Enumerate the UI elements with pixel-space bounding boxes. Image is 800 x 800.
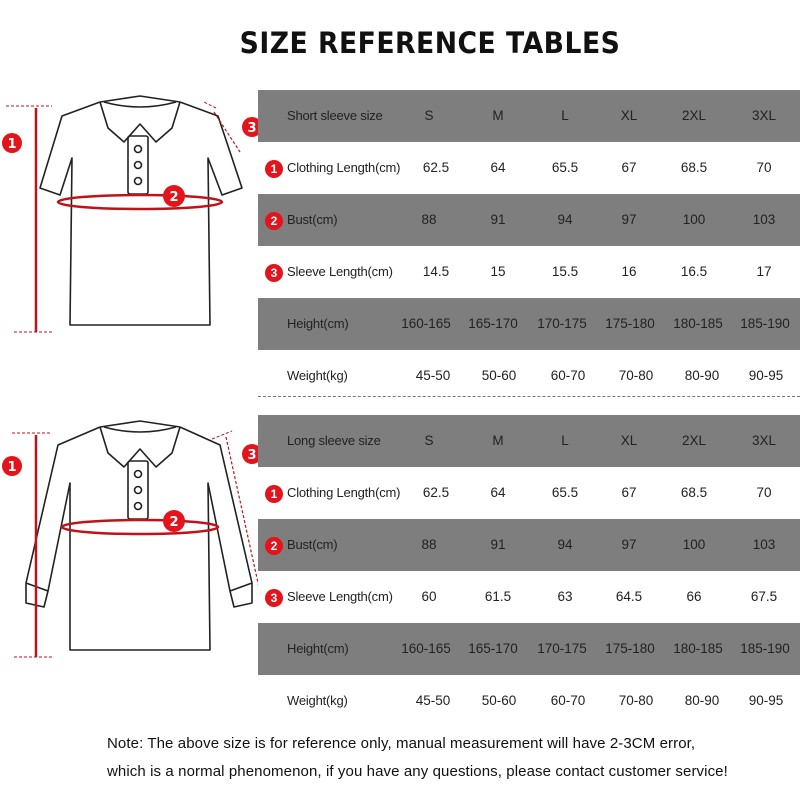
table-cell: 67 bbox=[621, 160, 637, 175]
table-cell: 94 bbox=[557, 537, 573, 552]
shirt-badge-2 bbox=[163, 510, 185, 532]
table-cell: 14.5 bbox=[422, 264, 450, 279]
table-row bbox=[258, 350, 800, 402]
svg-text:2: 2 bbox=[169, 515, 179, 530]
note-line-2: which is a normal phenomenon, if you have any questions, please contact customer service! bbox=[107, 763, 728, 780]
table-cell: 185-190 bbox=[740, 641, 790, 656]
table-cell: 97 bbox=[621, 537, 637, 552]
table-cell: 45-50 bbox=[415, 368, 451, 383]
table-cell: 65.5 bbox=[551, 485, 579, 500]
table-cell: 16 bbox=[621, 264, 637, 279]
table-cell: 88 bbox=[421, 537, 437, 552]
table-row bbox=[258, 194, 800, 246]
table-row bbox=[258, 675, 800, 727]
row-label: Sleeve Length(cm) bbox=[287, 264, 393, 279]
table-cell: 45-50 bbox=[415, 693, 451, 708]
table-cell: 175-180 bbox=[605, 316, 655, 331]
long-sleeve-shirt-illustration bbox=[0, 405, 262, 670]
table-cell: 170-175 bbox=[537, 641, 587, 656]
table-cell: 65.5 bbox=[551, 160, 579, 175]
row-label: Clothing Length(cm) bbox=[287, 485, 401, 500]
size-header-cell: M bbox=[492, 433, 504, 448]
table-cell: 80-90 bbox=[684, 368, 720, 383]
svg-text:1: 1 bbox=[7, 460, 17, 475]
size-header-cell: S bbox=[424, 433, 434, 448]
table-cell: 70-80 bbox=[618, 693, 654, 708]
size-header-cell: 3XL bbox=[751, 108, 777, 123]
measure-lines bbox=[6, 102, 240, 332]
svg-text:1: 1 bbox=[7, 137, 17, 152]
short-sleeve-shirt-illustration bbox=[0, 80, 262, 345]
table-cell: 64 bbox=[490, 160, 506, 175]
shirt-badge-1 bbox=[2, 456, 22, 476]
table-cell: 17 bbox=[756, 264, 772, 279]
table-row bbox=[258, 246, 800, 298]
table-cell: 165-170 bbox=[468, 641, 518, 656]
size-header-cell: 2XL bbox=[681, 433, 707, 448]
page-title: SIZE REFERENCE TABLES bbox=[239, 26, 621, 60]
table-cell: 88 bbox=[421, 212, 437, 227]
table-cell: 165-170 bbox=[468, 316, 518, 331]
table-cell: 180-185 bbox=[673, 641, 723, 656]
table-cell: 94 bbox=[557, 212, 573, 227]
table-cell: 67 bbox=[621, 485, 637, 500]
row-badge: 2 bbox=[265, 212, 283, 230]
row-badge: 3 bbox=[265, 589, 283, 607]
table-cell: 62.5 bbox=[422, 160, 450, 175]
size-header-cell: L bbox=[561, 433, 569, 448]
table-cell: 63 bbox=[557, 589, 573, 604]
table-cell: 70 bbox=[756, 160, 772, 175]
table-cell: 70 bbox=[756, 485, 772, 500]
table-cell: 60 bbox=[421, 589, 437, 604]
row-label: Bust(cm) bbox=[287, 537, 338, 552]
table-header-row bbox=[258, 90, 800, 142]
table-cell: 50-60 bbox=[481, 693, 517, 708]
table-cell: 97 bbox=[621, 212, 637, 227]
row-label: Clothing Length(cm) bbox=[287, 160, 401, 175]
size-header-cell: XL bbox=[620, 433, 638, 448]
table-cell: 68.5 bbox=[680, 160, 708, 175]
row-badge: 1 bbox=[265, 160, 283, 178]
table-cell: 60-70 bbox=[550, 368, 586, 383]
table-cell: 62.5 bbox=[422, 485, 450, 500]
table-cell: 103 bbox=[752, 537, 776, 552]
table-header-label: Short sleeve size bbox=[287, 108, 383, 123]
shirt-badge-2 bbox=[163, 185, 185, 207]
table-cell: 160-165 bbox=[401, 316, 451, 331]
table-row bbox=[258, 519, 800, 571]
table-cell: 80-90 bbox=[684, 693, 720, 708]
row-badge: 2 bbox=[265, 537, 283, 555]
table-cell: 70-80 bbox=[618, 368, 654, 383]
table-cell: 15.5 bbox=[551, 264, 579, 279]
table-row bbox=[258, 142, 800, 194]
table-cell: 68.5 bbox=[680, 485, 708, 500]
table-header-label: Long sleeve size bbox=[287, 433, 381, 448]
table-cell: 16.5 bbox=[680, 264, 708, 279]
row-badge: 3 bbox=[265, 264, 283, 282]
table-cell: 170-175 bbox=[537, 316, 587, 331]
table-cell: 90-95 bbox=[748, 368, 784, 383]
table-cell: 91 bbox=[490, 537, 506, 552]
table-cell: 50-60 bbox=[481, 368, 517, 383]
table-cell: 103 bbox=[752, 212, 776, 227]
row-badge: 1 bbox=[265, 485, 283, 503]
note-line-1: Note: The above size is for reference only, manual measurement will have 2-3CM error, bbox=[107, 735, 696, 752]
svg-text:2: 2 bbox=[169, 190, 179, 205]
table-cell: 64 bbox=[490, 485, 506, 500]
table-cell: 66 bbox=[686, 589, 702, 604]
table-cell: 60-70 bbox=[550, 693, 586, 708]
table-header-row bbox=[258, 415, 800, 467]
size-header-cell: M bbox=[492, 108, 504, 123]
row-label: Height(cm) bbox=[287, 641, 349, 656]
size-header-cell: S bbox=[424, 108, 434, 123]
size-header-cell: 3XL bbox=[751, 433, 777, 448]
table-row bbox=[258, 623, 800, 675]
short-sleeve-size-table bbox=[258, 90, 800, 402]
size-header-cell: L bbox=[561, 108, 569, 123]
section-divider bbox=[258, 396, 800, 397]
table-cell: 15 bbox=[490, 264, 506, 279]
row-label: Height(cm) bbox=[287, 316, 349, 331]
table-cell: 185-190 bbox=[740, 316, 790, 331]
table-cell: 180-185 bbox=[673, 316, 723, 331]
row-label: Sleeve Length(cm) bbox=[287, 589, 393, 604]
table-row bbox=[258, 298, 800, 350]
row-label: Weight(kg) bbox=[287, 368, 348, 383]
table-cell: 91 bbox=[490, 212, 506, 227]
table-cell: 90-95 bbox=[748, 693, 784, 708]
table-cell: 67.5 bbox=[750, 589, 778, 604]
table-row bbox=[258, 467, 800, 519]
long-sleeve-size-table bbox=[258, 415, 800, 727]
table-cell: 160-165 bbox=[401, 641, 451, 656]
svg-text:3: 3 bbox=[247, 121, 257, 136]
svg-text:3: 3 bbox=[247, 448, 257, 463]
table-cell: 100 bbox=[682, 212, 706, 227]
shirt-badge-1 bbox=[2, 133, 22, 153]
table-row bbox=[258, 571, 800, 623]
table-cell: 61.5 bbox=[484, 589, 512, 604]
row-label: Bust(cm) bbox=[287, 212, 338, 227]
table-cell: 175-180 bbox=[605, 641, 655, 656]
row-label: Weight(kg) bbox=[287, 693, 348, 708]
table-cell: 100 bbox=[682, 537, 706, 552]
table-cell: 64.5 bbox=[615, 589, 643, 604]
size-header-cell: 2XL bbox=[681, 108, 707, 123]
size-header-cell: XL bbox=[620, 108, 638, 123]
